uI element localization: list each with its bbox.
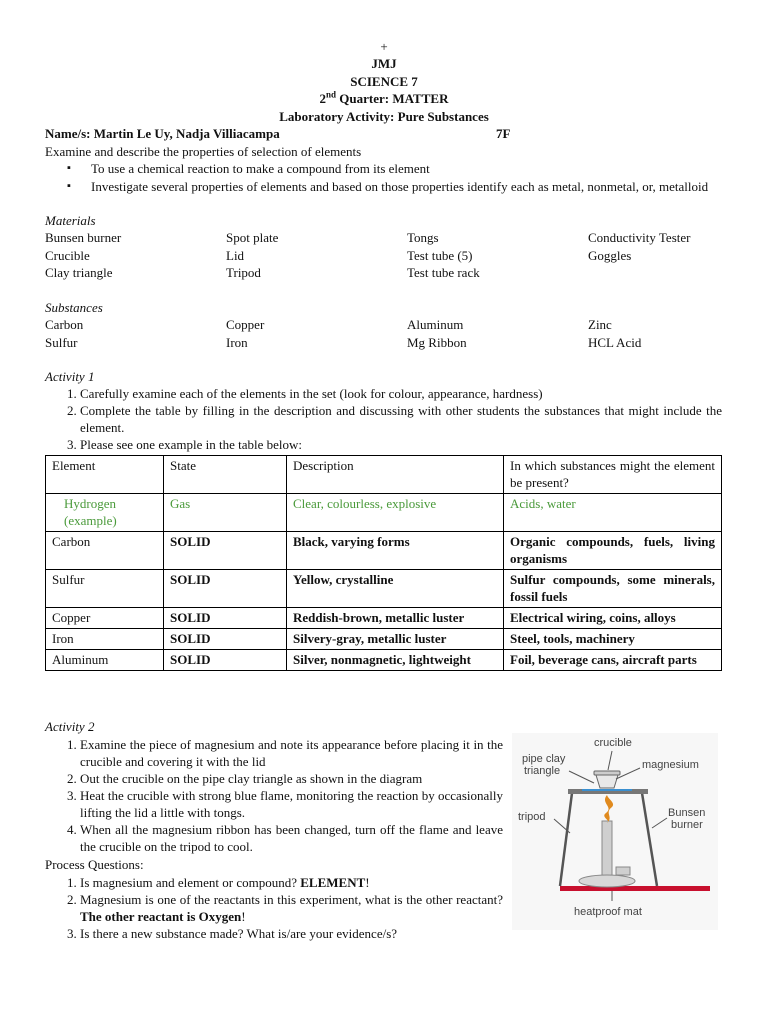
activity2-step: 4. When all the magnesium ribbon has been changed, turn off the flame and leave the crucible on the tripod to cool.: [67, 822, 503, 854]
table-header-cell: Element: [46, 456, 164, 494]
activity2-step: 1. Examine the piece of magnesium and note its appearance before placing it in the crucible and covering it with the lid: [67, 737, 503, 769]
activity1-heading: Activity 1: [45, 369, 95, 384]
lab-setup-diagram: [512, 733, 718, 930]
label-magnesium: magnesium: [642, 759, 699, 771]
heatproof-mat: [560, 886, 710, 891]
table-cell: Organic compounds, fuels, living organisms: [504, 532, 722, 570]
elements-table: [45, 455, 722, 671]
answer-text: The other reactant is Oxygen: [80, 909, 242, 924]
material-item: Conductivity Tester: [588, 230, 691, 245]
table-cell: SOLID: [164, 629, 287, 650]
substance-item: HCL Acid: [588, 334, 642, 350]
substance-item: Mg Ribbon: [407, 334, 467, 350]
activity1-steps: [45, 385, 722, 453]
table-cell: Aluminum: [46, 650, 164, 671]
quarter-text: Quarter: MATTER: [336, 91, 449, 106]
table-cell: SOLID: [164, 532, 287, 570]
process-question: 3. Is there a new substance made? What is/are your evidence/s?: [67, 926, 398, 941]
table-row: [46, 532, 722, 570]
table-header-cell: State: [164, 456, 287, 494]
activity2-heading: Activity 2: [45, 719, 95, 734]
substance-item: Zinc: [588, 317, 612, 332]
objectives-list: [45, 160, 722, 195]
substances-heading: Substances: [45, 300, 103, 315]
table-cell: Electrical wiring, coins, alloys: [504, 608, 722, 629]
table-cell: Silvery-gray, metallic luster: [287, 629, 504, 650]
bunsen-base: [579, 875, 635, 887]
table-cell: Iron: [46, 629, 164, 650]
table-row: [46, 570, 722, 608]
table-cell: Reddish-brown, metallic luster: [287, 608, 504, 629]
table-example-row: [46, 494, 722, 532]
material-item: [588, 264, 768, 282]
activity1-step: 3. Please see one example in the table below:: [67, 437, 303, 452]
table-cell: SOLID: [164, 608, 287, 629]
table-cell: Sulfur compounds, some minerals, fossil fuels: [504, 570, 722, 608]
process-question: 2. Magnesium is one of the reactants in this experiment, what is the other reactant? The other reactant is Oxygen!: [67, 892, 503, 924]
gas-inlet: [616, 867, 630, 875]
table-row: [46, 650, 722, 671]
table-row: [46, 629, 722, 650]
crucible-icon: [596, 775, 618, 788]
substances-grid: [45, 316, 768, 351]
materials-heading: Materials: [45, 213, 96, 228]
intro-text: Examine and describe the properties of selection of elements: [45, 144, 362, 159]
subject-heading: SCIENCE 7: [350, 74, 418, 89]
table-cell: Sulfur: [46, 570, 164, 608]
activity2-steps: [45, 736, 503, 855]
activity2-step: 3. Heat the crucible with strong blue flame, monitoring the reaction by occasionally lifting the lid a little with tongs.: [67, 788, 503, 820]
table-cell: Clear, colourless, explosive: [287, 494, 504, 532]
objective-item: ▪ To use a chemical reaction to make a compound from its element: [45, 160, 722, 178]
material-item: Clay triangle: [45, 265, 113, 280]
substance-item: Iron: [226, 334, 248, 350]
materials-grid: [45, 229, 768, 282]
jmj-heading: JMJ: [371, 56, 397, 71]
table-cell: Steel, tools, machinery: [504, 629, 722, 650]
activity1-step: 1. Carefully examine each of the elements in the set (look for colour, appearance, hardness): [67, 386, 543, 401]
objective-item: ▪ Investigate several properties of elements and based on those properties identify each as metal, nonmetal, or, metalloid: [45, 178, 722, 196]
material-item: Spot plate: [226, 230, 279, 245]
process-heading: Process Questions:: [45, 857, 144, 872]
label-tripod: tripod: [518, 811, 546, 823]
process-question: 1. Is magnesium and element or compound? ELEMENT!: [67, 875, 370, 890]
table-header-row: [46, 456, 722, 494]
label-triangle: triangle: [524, 765, 561, 777]
activity1-step: 2. Complete the table by filling in the description and discussing with other students the substances that might include the element.: [67, 403, 722, 435]
names-line: Name/s: Martin Le Uy, Nadja Villiacampa: [45, 126, 280, 141]
material-item: Bunsen burner: [45, 230, 122, 245]
table-cell: Carbon: [46, 532, 164, 570]
activity2-step: 2. Out the crucible on the pipe clay triangle as shown in the diagram: [67, 771, 423, 786]
table-header-cell: Description: [287, 456, 504, 494]
material-item: Lid: [226, 247, 245, 263]
process-questions: [45, 874, 503, 942]
table-cell: Foil, beverage cans, aircraft parts: [504, 650, 722, 671]
table-cell: Copper: [46, 608, 164, 629]
cross-mark: +: [380, 39, 388, 54]
substance-item: Sulfur: [45, 334, 78, 350]
material-item: Tongs: [407, 230, 439, 245]
substance-item: Aluminum: [407, 317, 464, 332]
quarter-number: 2: [319, 91, 327, 106]
substance-item: Carbon: [45, 317, 84, 332]
table-header-cell: In which substances might the element be present?: [504, 456, 722, 494]
table-cell: Yellow, crystalline: [287, 570, 504, 608]
material-item: Test tube rack: [407, 265, 480, 280]
quarter-suffix: nd: [326, 89, 337, 100]
table-cell: Hydrogen (example): [46, 494, 164, 532]
material-item: Goggles: [588, 247, 632, 263]
label-heatproof-mat: heatproof mat: [574, 906, 642, 918]
table-cell: SOLID: [164, 570, 287, 608]
answer-text: ELEMENT: [300, 875, 366, 890]
table-cell: SOLID: [164, 650, 287, 671]
table-cell: Acids, water: [504, 494, 722, 532]
quarter-heading: [0, 90, 768, 107]
table-cell: Silver, nonmagnetic, lightweight: [287, 650, 504, 671]
table-row: [46, 608, 722, 629]
label-pipe-clay: pipe clay: [522, 753, 566, 765]
label-burner: burner: [671, 819, 703, 831]
label-bunsen: Bunsen: [668, 807, 706, 819]
material-item: Tripod: [226, 265, 261, 280]
crucible-lid: [594, 771, 620, 775]
substance-item: Copper: [226, 317, 265, 332]
table-cell: Gas: [164, 494, 287, 532]
material-item: Test tube (5): [407, 247, 473, 263]
table-cell: Black, varying forms: [287, 532, 504, 570]
section-label: 7F: [496, 126, 511, 141]
material-item: Crucible: [45, 247, 90, 263]
label-crucible: crucible: [594, 737, 632, 749]
activity-title: Laboratory Activity: Pure Substances: [279, 109, 489, 124]
bunsen-tube: [602, 821, 612, 876]
